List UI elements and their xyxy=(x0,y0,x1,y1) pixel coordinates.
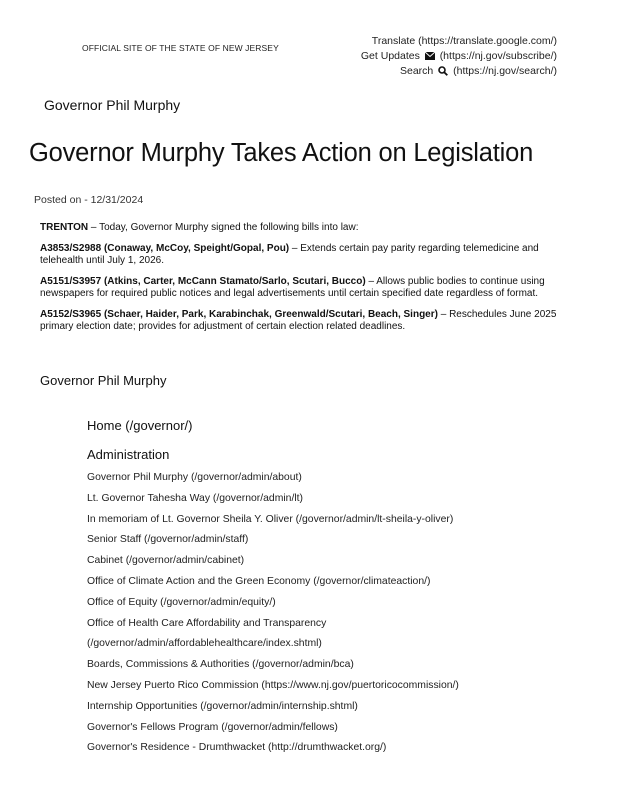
nav-item[interactable]: In memoriam of Lt. Governor Sheila Y. Oliver (/governor/admin/lt-sheila-y-oliver) xyxy=(87,513,454,525)
nav-item[interactable]: Governor Phil Murphy (/governor/admin/about) xyxy=(87,472,302,483)
bill-item xyxy=(40,243,560,268)
bill-id: A3853/S2988 (Conaway, McCoy, Speight/Gopal, Pou) xyxy=(40,242,290,254)
get-updates-url: (https://nj.gov/subscribe/) xyxy=(439,50,557,62)
translate-link[interactable]: Translate (https://translate.google.com/) xyxy=(371,35,557,47)
nav-section-administration[interactable]: Administration xyxy=(87,447,170,462)
footer-nav xyxy=(87,418,459,763)
footer-nav-title: Governor Phil Murphy xyxy=(40,373,167,388)
utility-links xyxy=(361,34,557,79)
bill-description: – Extends certain pay parity regarding telemedicine and telehealth until July 1, 2026. xyxy=(40,242,539,266)
search-icon xyxy=(438,66,448,76)
nav-home-link[interactable]: Home (/governor/) xyxy=(87,418,193,433)
official-site-banner: OFFICIAL SITE OF THE STATE OF NEW JERSEY xyxy=(82,43,279,53)
bill-id: A5151/S3957 (Atkins, Carter, McCann Stamato/Sarlo, Scutari, Bucco) xyxy=(40,275,366,287)
nav-item-url[interactable]: (/governor/admin/affordablehealthcare/index.shtml) xyxy=(87,638,322,650)
search-link[interactable] xyxy=(361,64,557,79)
posted-date: Posted on - 12/31/2024 xyxy=(34,194,144,206)
intro-paragraph xyxy=(40,222,560,235)
nav-item[interactable]: Internship Opportunities (/governor/admin/internship.shtml) xyxy=(87,700,358,712)
nav-item[interactable]: Office of Equity (/governor/admin/equity/) xyxy=(87,596,276,608)
nav-item[interactable]: New Jersey Puerto Rico Commission (https://www.nj.gov/puertoricocommission/) xyxy=(87,679,459,691)
get-updates-label: Get Updates xyxy=(360,50,420,62)
dateline: TRENTON xyxy=(40,222,89,233)
nav-item[interactable]: Cabinet (/governor/admin/cabinet) xyxy=(87,555,245,567)
bill-item xyxy=(40,309,560,334)
nav-item[interactable]: Governor's Fellows Program (/governor/admin/fellows) xyxy=(87,721,338,733)
get-updates-link[interactable] xyxy=(361,49,557,64)
intro-text: – Today, Governor Murphy signed the following bills into law: xyxy=(88,222,359,233)
page-title: Governor Murphy Takes Action on Legislation xyxy=(29,139,534,167)
search-label: Search xyxy=(399,65,434,77)
bill-id: A5152/S3965 (Schaer, Haider, Park, Karabinchak, Greenwald/Scutari, Beach, Singer) xyxy=(40,308,438,320)
bill-description: – Reschedules June 2025 primary election date; provides for adjustment of certain election related deadlines. xyxy=(40,308,557,332)
search-url: (https://nj.gov/search/) xyxy=(453,65,557,77)
nav-item[interactable]: Governor's Residence - Drumthwacket (http://drumthwacket.org/) xyxy=(87,742,387,754)
bill-item xyxy=(40,276,560,301)
nav-item[interactable]: Senior Staff (/governor/admin/staff) xyxy=(87,534,249,546)
nav-item[interactable]: Office of Health Care Affordability and Transparency xyxy=(87,617,327,629)
nav-item[interactable]: Boards, Commissions & Authorities (/governor/admin/bca) xyxy=(87,659,354,671)
envelope-icon xyxy=(425,52,435,60)
bill-description: – Allows public bodies to continue using newspapers for required public notices and legal advertisements until certain specified date regardless of format. xyxy=(40,275,545,299)
site-title[interactable]: Governor Phil Murphy xyxy=(44,97,181,113)
article-body xyxy=(40,222,560,342)
nav-item[interactable]: Lt. Governor Tahesha Way (/governor/admin/lt) xyxy=(87,492,303,504)
nav-item[interactable]: Office of Climate Action and the Green Economy (/governor/climateaction/) xyxy=(87,575,431,587)
